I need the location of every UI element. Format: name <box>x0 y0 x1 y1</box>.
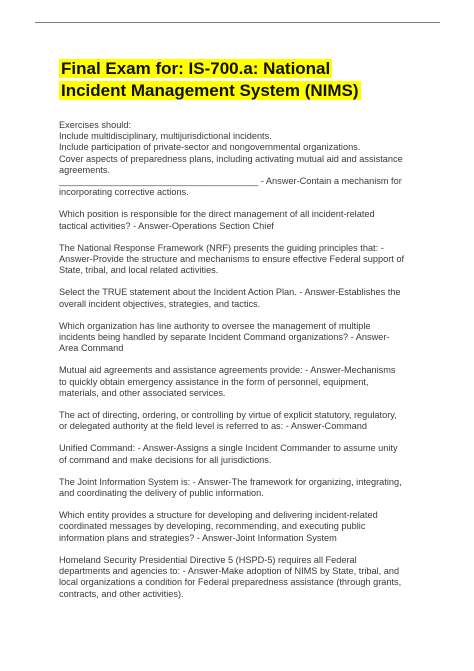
question-text-line: Include participation of private-sector and nongovernmental organizations. <box>59 142 361 153</box>
top-divider <box>35 22 440 23</box>
question-block <box>59 321 419 355</box>
question-text-line: of command and make decisions for all jurisdictions. <box>59 454 272 465</box>
question-text-line: departments and agencies to: - Answer-Make adoption of NIMS by State, tribal, and <box>59 566 400 577</box>
question-block <box>59 243 419 277</box>
question-text-line: The Joint Information System is: - Answer-The framework for organizing, integrating, <box>59 476 402 487</box>
document-page <box>59 58 419 611</box>
question-text-line: and coordinating the delivery of public information. <box>59 488 264 499</box>
question-text-line: Which position is responsible for the direct management of all incident-related <box>59 209 375 220</box>
question-text-line: Homeland Security Presidential Directive 5 (HSPD-5) requires all Federal <box>59 554 357 565</box>
question-text-line: local organizations a condition for Federal preparedness assistance (through grants, <box>59 577 402 588</box>
question-text-line: overall incident objectives, strategies, and tactics. <box>59 298 261 309</box>
question-block <box>59 477 419 499</box>
title-line-1: Final Exam for: IS-700.a: National <box>61 59 331 78</box>
question-text-line: Cover aspects of preparedness plans, including activating mutual aid and assistance <box>59 153 403 164</box>
question-text-line: Which entity provides a structure for developing and delivering incident-related <box>59 510 378 521</box>
question-text-line: The act of directing, ordering, or controlling by virtue of explicit statutory, regulatory, <box>59 410 397 421</box>
question-text-line: Unified Command: - Answer-Assigns a single Incident Commander to assume unity <box>59 443 398 454</box>
question-block <box>59 555 419 600</box>
question-text-line: Mutual aid agreements and assistance agreements provide: - Answer-Mechanisms <box>59 365 396 376</box>
question-block <box>59 209 419 231</box>
question-text-line: Answer-Provide the structure and mechanisms to ensure effective Federal support of <box>59 254 405 265</box>
question-text-line: contracts, and other activities). <box>59 588 184 599</box>
question-text-line: Exercises should: <box>59 120 132 130</box>
question-text-line: materials, and other associated services. <box>59 387 226 398</box>
question-list <box>59 120 419 600</box>
question-block <box>59 510 419 544</box>
question-block <box>59 365 419 399</box>
document-title <box>59 58 419 102</box>
question-text-line: Which organization has line authority to oversee the management of multiple <box>59 320 371 331</box>
question-text-line: or delegated authority at the field level is referred to as: - Answer-Command <box>59 421 367 432</box>
question-text-line: The National Response Framework (NRF) presents the guiding principles that: - <box>59 242 384 253</box>
question-text-line: Select the TRUE statement about the Incident Action Plan. - Answer-Establishes the <box>59 287 401 298</box>
question-block <box>59 120 419 198</box>
question-text-line: incorporating corrective actions. <box>59 187 189 198</box>
question-text-line: agreements. <box>59 164 111 175</box>
question-text-line: State, tribal, and local related activities. <box>59 265 219 276</box>
question-text-line: to quickly obtain emergency assistance in the form of personnel, equipment, <box>59 376 369 387</box>
question-block <box>59 443 419 465</box>
question-text-line: Area Command <box>59 343 124 354</box>
question-text-line: Include multidisciplinary, multijurisdictional incidents. <box>59 131 272 142</box>
question-text-line: coordinated messages by developing, recommending, and executing public <box>59 521 366 532</box>
question-text-line: tactical activities? - Answer-Operations Section Chief <box>59 220 274 231</box>
question-block <box>59 410 419 432</box>
title-line-2: Incident Management System (NIMS) <box>61 81 359 100</box>
question-text-line: information plans and strategies? - Answer-Joint Information System <box>59 532 337 543</box>
question-text-line: incidents being handled by separate Incident Command organizations? - Answer- <box>59 332 390 343</box>
question-text-line: _______________________________________ - Answer-Contain a mechanism for <box>59 176 402 187</box>
question-block <box>59 287 419 309</box>
